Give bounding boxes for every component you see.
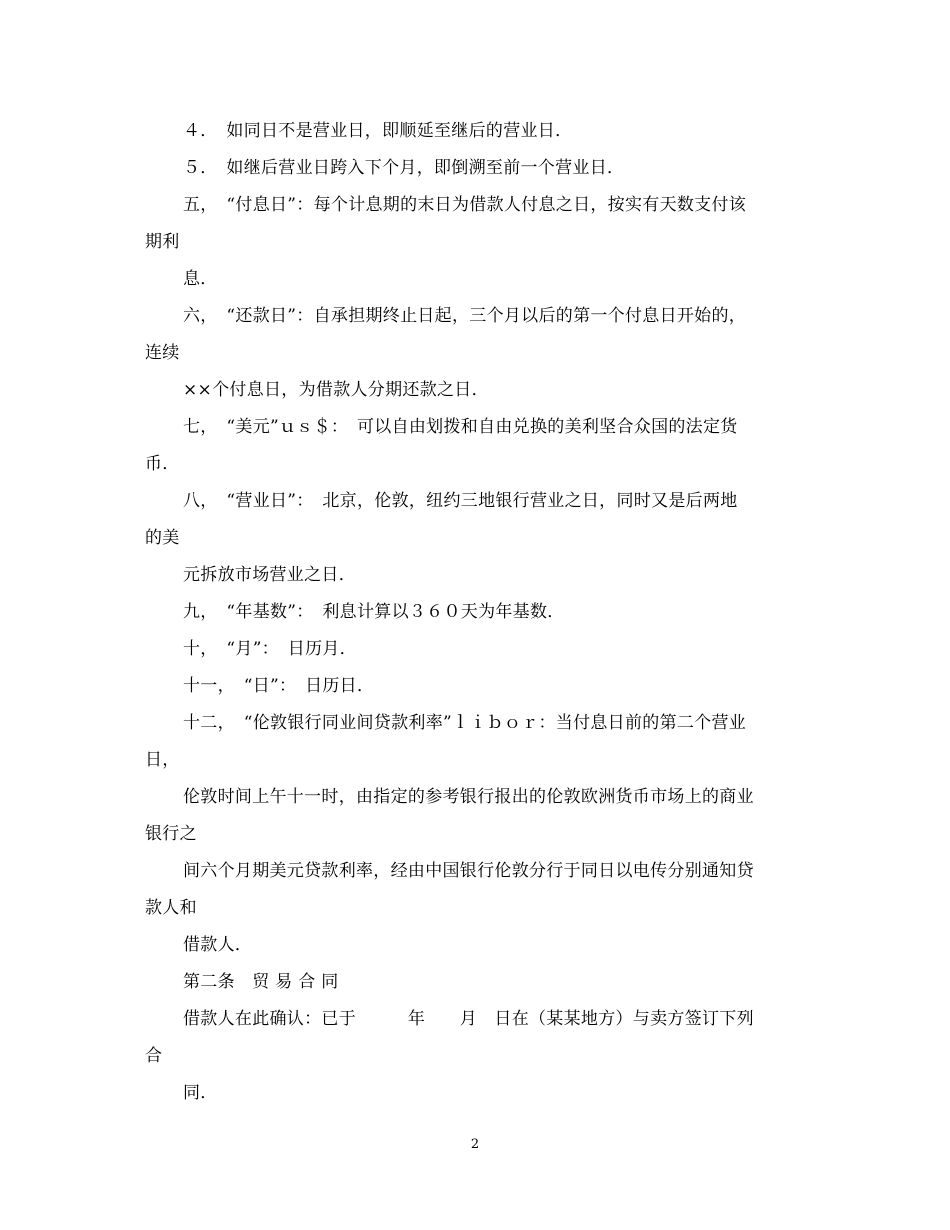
text-line-13: 元拆放市场营业之日． [183, 565, 356, 585]
text-line-23: 借款人． [183, 935, 253, 955]
text-line-10: 币． [145, 454, 180, 474]
text-line-8: ××个付息日，为借款人分期还款之日． [183, 380, 489, 400]
text-line-25: 借款人在此确认：已于 年 月 日在（某某地方）与卖方签订下列 [183, 1009, 754, 1029]
text-line-22: 款人和 [145, 898, 197, 918]
text-line-20: 银行之 [145, 824, 197, 844]
text-line-21: 间六个月期美元贷款利率，经由中国银行伦敦分行于同日以电传分别通知贷 [183, 861, 754, 881]
text-line-14: 九， “年基数”： 利息计算以３６０天为年基数． [183, 602, 565, 622]
text-line-12: 的美 [145, 528, 180, 548]
text-line-17: 十二， “伦敦银行同业间贷款利率”ｌｉｂｏｒ：当付息日前的第二个营业 [183, 713, 747, 733]
text-line-11: 八， “营业日”： 北京，伦敦，纽约三地银行营业之日，同时又是后两地 [183, 491, 738, 511]
text-line-5: 息． [183, 269, 218, 289]
text-line-1: ４． 如同日不是营业日，即顺延至继后的营业日． [183, 121, 573, 141]
section-heading: 第二条 贸 易 合 同 [183, 972, 339, 992]
text-line-2: ５． 如继后营业日跨入下个月，即倒溯至前一个营业日． [183, 158, 625, 178]
text-line-6: 六， “还款日”：自承担期终止日起，三个月以后的第一个付息日开始的， [183, 306, 747, 326]
text-line-7: 连续 [145, 343, 180, 363]
page-number: 2 [470, 1137, 480, 1152]
text-line-15: 十， “月”： 日历月． [183, 639, 357, 659]
text-line-9: 七， “美元”ｕｓ＄： 可以自由划拨和自由兑换的美利坚合众国的法定货 [183, 417, 738, 437]
text-line-18: 日， [145, 750, 180, 770]
text-line-4: 期利 [145, 232, 180, 252]
text-line-16: 十一， “日”： 日历日． [183, 676, 375, 696]
text-line-3: 五， “付息日”：每个计息期的末日为借款人付息之日，按实有天数支付该 [183, 195, 747, 215]
text-line-19: 伦敦时间上午十一时，由指定的参考银行报出的伦敦欧洲货币市场上的商业 [183, 787, 754, 807]
text-line-27: 同． [183, 1083, 218, 1103]
text-line-26: 合 [145, 1046, 163, 1066]
